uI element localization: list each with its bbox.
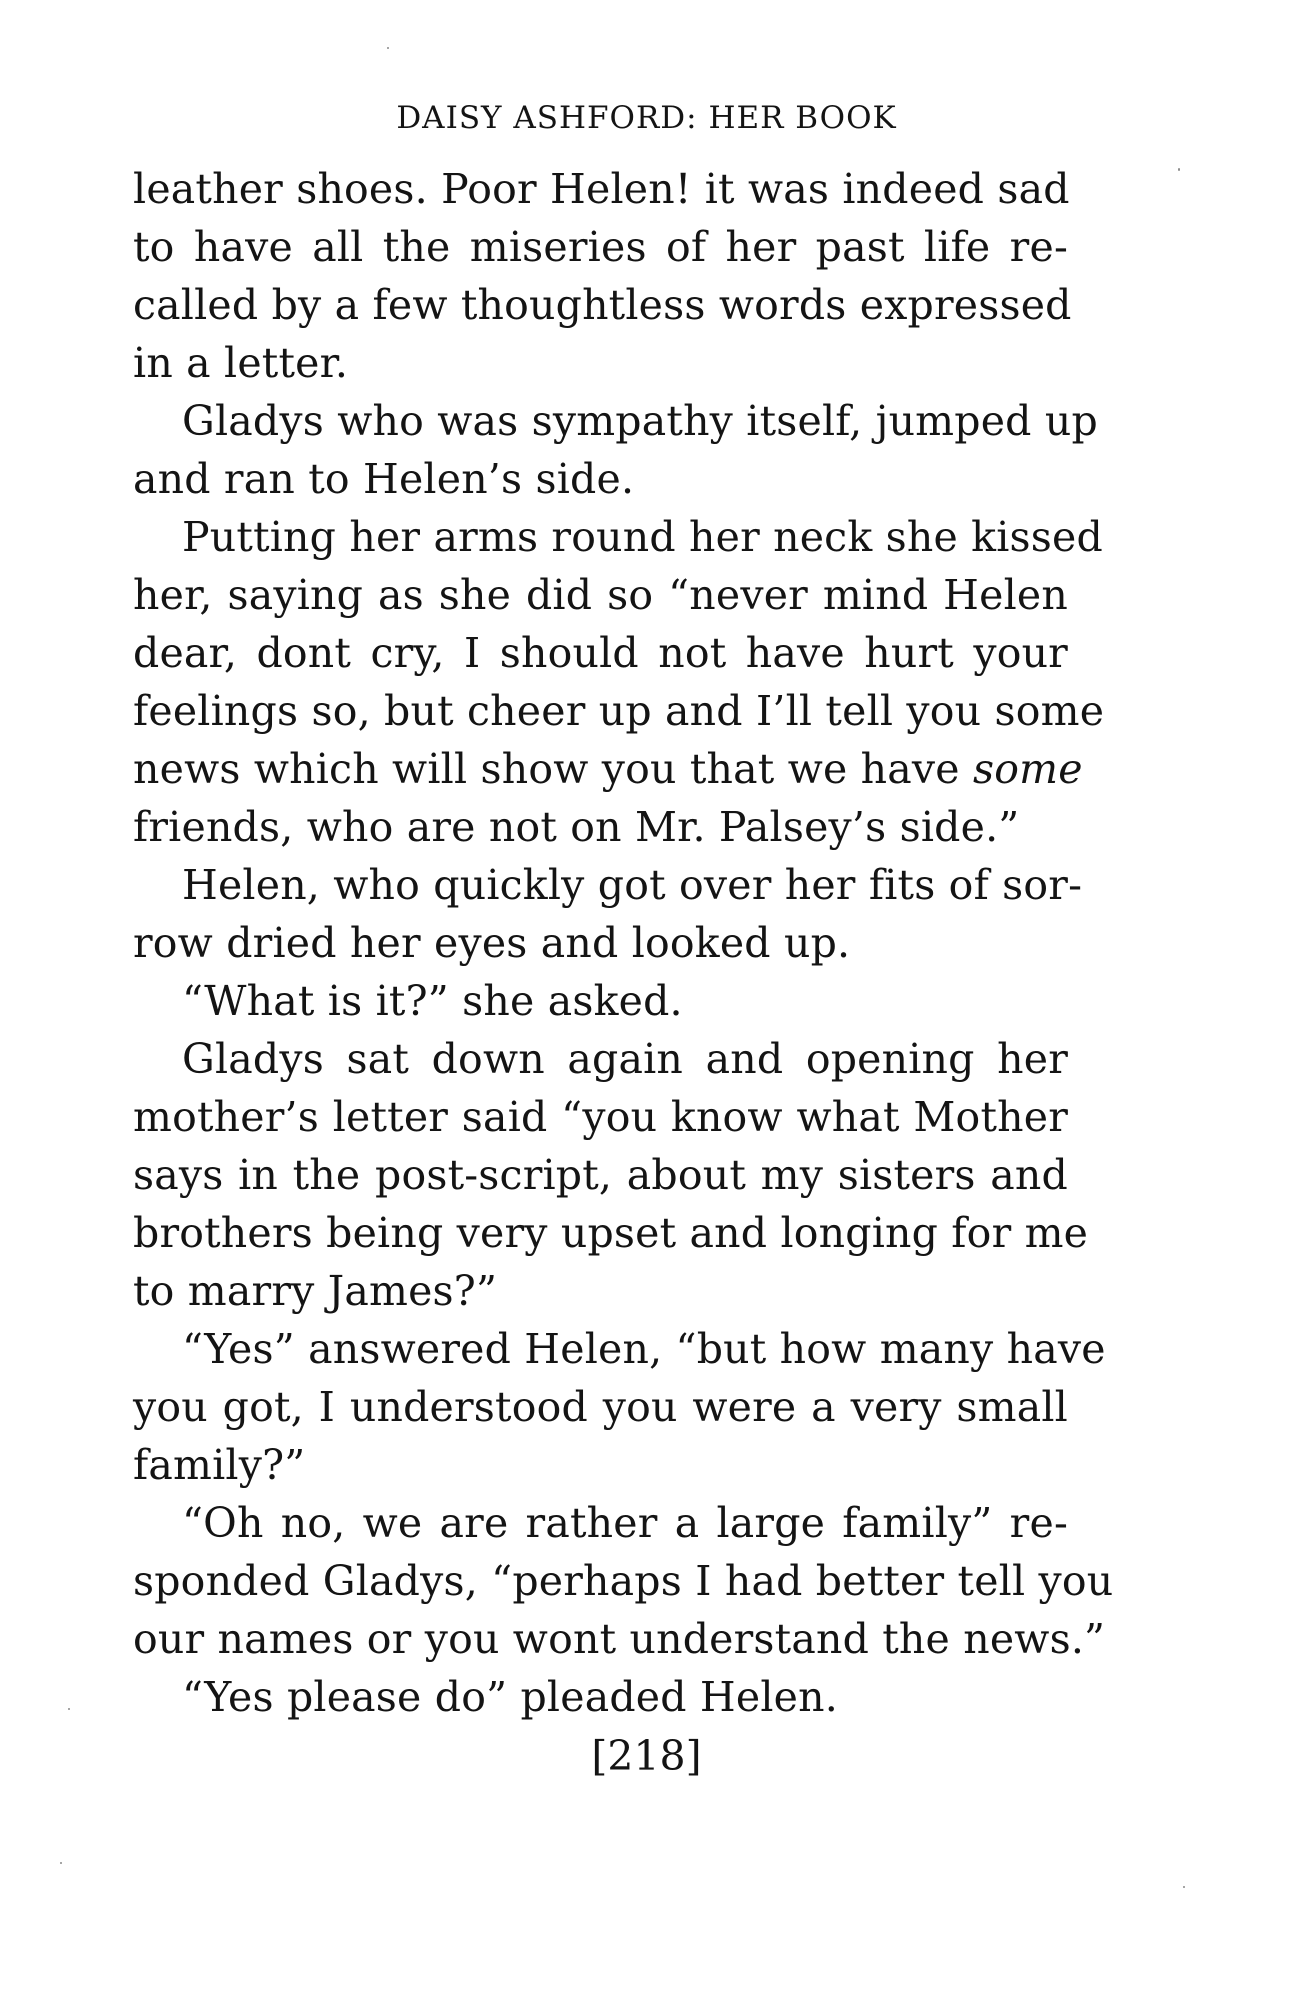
scan-speck [1178,168,1180,171]
text-line: dear, dont cry, I should not have hurt your [133,629,1068,677]
text-line: “Oh no, we are rather a large family” re- [182,1499,1068,1547]
scan-speck [68,1708,70,1710]
text-line: Putting her arms round her neck she kissed [182,513,1103,561]
text-line [133,740,1083,798]
text-line: to have all the miseries of her past life re- [133,223,1068,271]
running-head: DAISY ASHFORD: HER BOOK [396,100,897,136]
scan-speck [1183,1886,1185,1888]
italic-word: some [973,745,1083,793]
text-line: called by a few thoughtless words expressed [133,281,1072,329]
text-line: sponded Gladys, “perhaps I had better tell you [133,1557,1114,1605]
text-line: row dried her eyes and looked up. [133,919,851,967]
text-line: Helen, who quickly got over her fits of sor- [182,861,1083,909]
text-line: friends, who are not on Mr. Palsey’s side.” [133,803,1020,851]
text-line: and ran to Helen’s side. [133,455,635,503]
text-line: brothers being very upset and longing for me [133,1209,1089,1257]
body-text [133,160,1114,1726]
text-line: mother’s letter said “you know what Mother [133,1093,1068,1141]
scan-speck [60,1862,62,1864]
page-number: [218] [591,1732,702,1780]
text-line: in a letter. [133,339,349,387]
text-line: feelings so, but cheer up and I’ll tell you some [133,687,1105,735]
text-line: her, saying as she did so “never mind Helen [133,571,1068,619]
text-line: Gladys who was sympathy itself, jumped up [182,397,1098,445]
text-line: family?” [133,1441,306,1489]
text-line: “Yes” answered Helen, “but how many have [182,1325,1106,1373]
scan-speck [387,47,389,49]
text-line: leather shoes. Poor Helen! it was indeed sad [133,165,1070,213]
text-line: our names or you wont understand the news.” [133,1615,1106,1663]
text-line: “Yes please do” pleaded Helen. [182,1673,838,1721]
text-line-part: news which will show you that we have [133,745,973,793]
text-line: says in the post-script, about my sisters and [133,1151,1068,1199]
text-line: “What is it?” she asked. [182,977,683,1025]
text-line: to marry James?” [133,1267,498,1315]
text-line: you got, I understood you were a very small [133,1383,1068,1431]
text-line: Gladys sat down again and opening her [182,1035,1068,1083]
